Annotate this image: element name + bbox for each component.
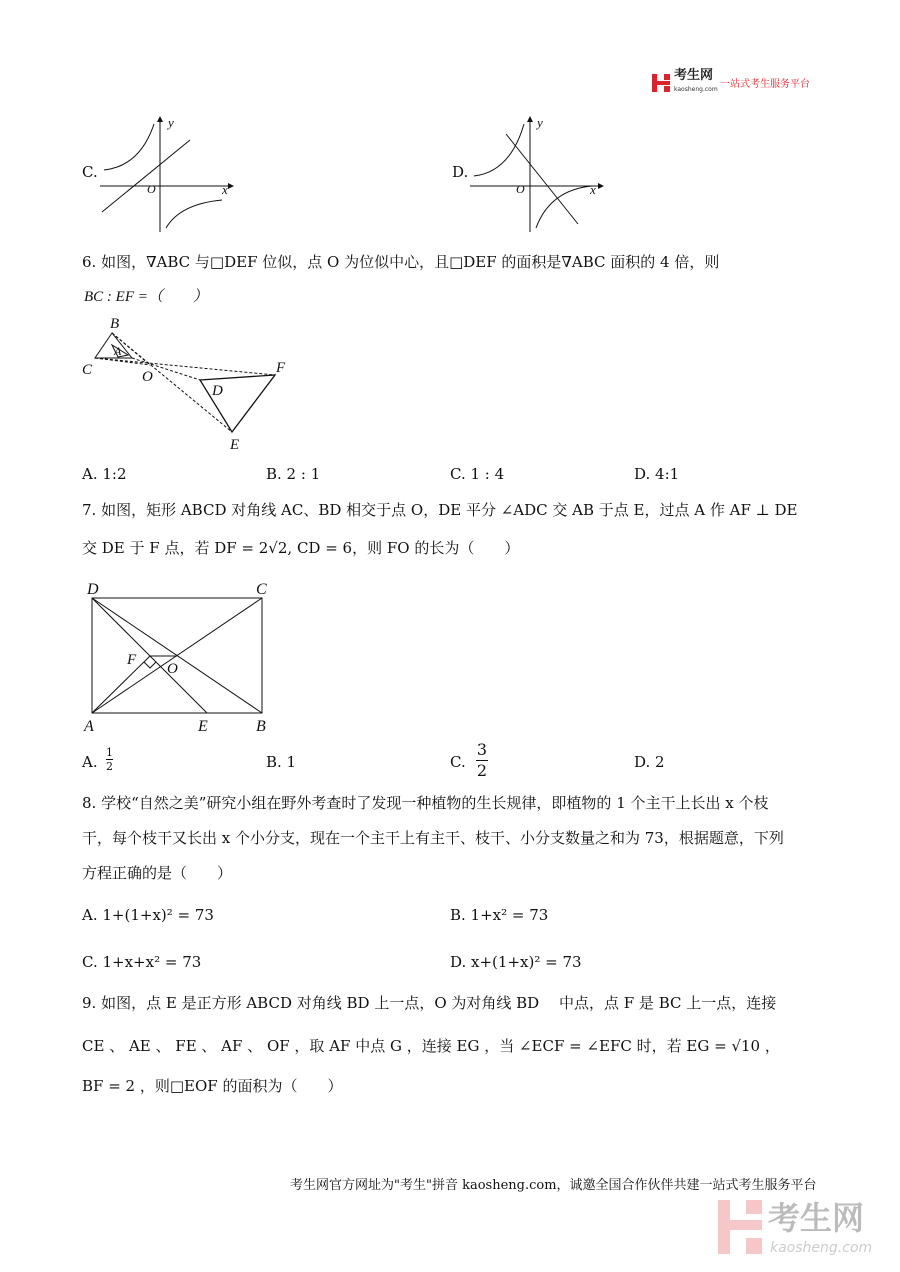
q6-text-line2: BC : EF =（ ） [84, 289, 208, 305]
q7-option-d: D. 2 [634, 753, 665, 771]
svg-text:F: F [127, 652, 137, 668]
q8-option-d: D. x+(1+x)² = 73 [450, 953, 582, 971]
watermark-name: 考生网 [768, 1199, 865, 1237]
q8-option-b: B. 1+x² = 73 [450, 906, 549, 924]
svg-text:A: A [114, 344, 122, 358]
x-axis-label: x [590, 182, 596, 197]
q8-text-line1: 8. 学校“自然之美”研究小组在野外考查时了发现一种植物的生长规律，即植物的 1 个主干上长出 x 个枝 [82, 794, 769, 812]
footer-text: 考生网官方网址为"考生"拼音 kaosheng.com，诚邀全国合作伙伴共建一站式考生服务平台 [290, 1178, 817, 1193]
svg-text:A: A [84, 718, 94, 735]
svg-text:C: C [256, 581, 267, 598]
q6-option-d: D. 4:1 [634, 465, 680, 483]
q8-option-c: C. 1+x+x² = 73 [82, 953, 202, 971]
q6-option-c: C. 1 : 4 [450, 465, 505, 483]
q7-text-line1: 7. 如图，矩形 ABCD 对角线 AC、BD 相交于点 O，DE 平分 ∠ADC 交 AB 于点 E，过点 A 作 AF ⊥ DE [82, 501, 798, 519]
q7-option-c-label: C. [450, 753, 466, 771]
svg-text:O: O [167, 661, 178, 677]
y-axis-label: y [537, 115, 543, 130]
svg-text:E: E [198, 718, 208, 735]
q7-option-a-label: A. [82, 753, 98, 771]
svg-text:B: B [256, 718, 266, 735]
watermark-logo-icon [718, 1200, 762, 1254]
y-axis-label: y [168, 115, 174, 130]
svg-text:D: D [87, 581, 99, 598]
q5-option-d-label: D. [452, 163, 469, 181]
logo-url: kaosheng.com [674, 86, 718, 93]
svg-text:D: D [212, 383, 223, 399]
svg-text:F: F [276, 360, 286, 376]
q6-text-line1: 6. 如图，∇ABC 与□DEF 位似，点 O 为位似中心，且□DEF 的面积是∇ABC 面积的 4 倍，则 [82, 253, 720, 271]
svg-text:O: O [142, 369, 153, 385]
header-slogan: 一站式考生服务平台 [720, 79, 810, 90]
q9-text-line2: CE 、 AE 、 FE 、 AF 、 OF ，取 AF 中点 G ，连接 EG ，当 ∠ECF = ∠EFC 时，若 EG = √10 ， [82, 1037, 780, 1055]
q6-option-a: A. 1:2 [82, 465, 127, 483]
q8-text-line2: 干，每个枝干又长出 x 个小分支，现在一个主干上有主干、枝干、小分支数量之和为 73，根据题意，下列 [82, 829, 784, 847]
q9-text-line3: BF = 2 ，则□EOF 的面积为（ ） [82, 1077, 343, 1095]
q7-option-a-fraction: 1 2 [106, 746, 113, 773]
q9-text-line1: 9. 如图，点 E 是正方形 ABCD 对角线 BD 上一点，O 为对角线 BD 中点，点 F 是 BC 上一点，连接 [82, 994, 777, 1012]
svg-text:C: C [82, 362, 93, 378]
q8-option-a: A. 1+(1+x)² = 73 [82, 906, 214, 924]
origin-label: O [516, 182, 525, 196]
q6-option-b: B. 2 : 1 [266, 465, 321, 483]
q5-option-c-label: C. [82, 163, 98, 181]
q7-option-b: B. 1 [266, 753, 297, 771]
x-axis-label: x [222, 182, 228, 197]
svg-text:E: E [230, 437, 240, 453]
logo-name: 考生网 [674, 68, 714, 83]
q7-option-c-fraction: 3 2 [476, 740, 488, 780]
q7-text-line2: 交 DE 于 F 点，若 DF = 2√2, CD = 6，则 FO 的长为（ ） [82, 539, 520, 557]
origin-label: O [147, 182, 156, 196]
watermark-url: kaosheng.com [770, 1240, 873, 1256]
q8-text-line3: 方程正确的是（ ） [82, 864, 233, 882]
svg-text:B: B [110, 316, 120, 332]
